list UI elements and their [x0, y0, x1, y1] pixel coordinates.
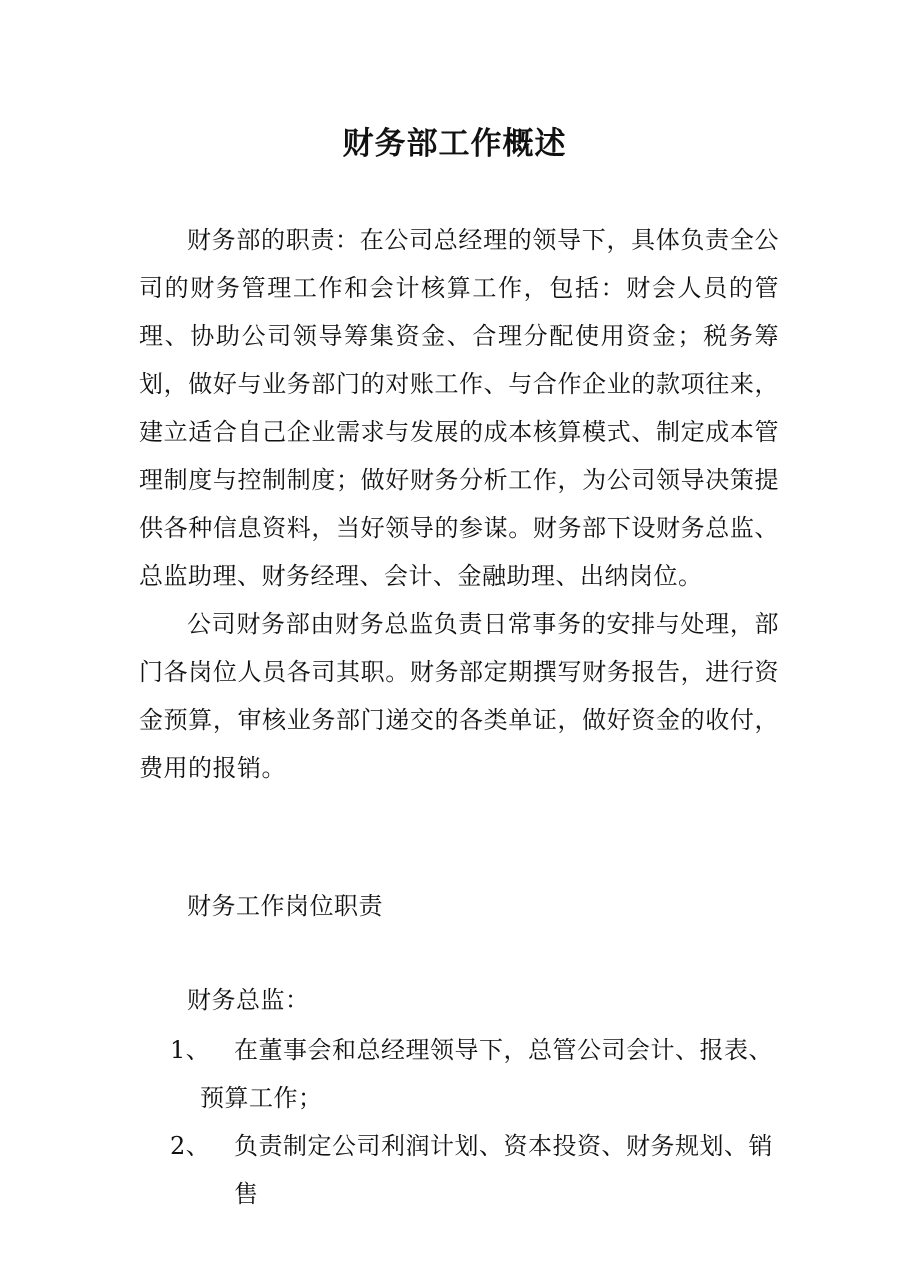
list-item-number: 2、: [170, 1132, 211, 1160]
daily-affairs-paragraph: 公司财务部由财务总监负责日常事务的安排与处理，部门各岗位人员各司其职。财务部定期撰写财务报告，进行资金预算，审核业务部门递交的各类单证，做好资金的收付，费用的报销。: [139, 610, 779, 782]
list-item-text: 负责制定公司利润计划、资本投资、财务规划、销售: [234, 1132, 773, 1208]
duties-paragraph: 财务部的职责：在公司总经理的领导下，具体负责全公司的财务管理工作和会计核算工作，包括：财会人员的管理、协助公司领导筹集资金、合理分配使用资金；税务筹划，做好与业务部门的对账工作、与合作企业的款项往来，建立适合自己企业需求与发展的成本核算模式、制定成本管理制度与控制制度；做好财务分析工作，为公司领导决策提供各种信息资料，当好领导的参谋。财务部下设财务总监、总监助理、财务经理、会计、金融助理、出纳岗位。: [139, 226, 779, 590]
section-heading: 财务工作岗位职责: [187, 892, 383, 920]
list-item: [170, 1026, 780, 1122]
list-item-continuation: 预算工作；: [200, 1084, 323, 1112]
document-title: 财务部工作概述: [342, 126, 567, 162]
list-item-number: 1、: [170, 1036, 211, 1064]
list-item: [170, 1122, 780, 1218]
role-heading: 财务总监：: [187, 986, 310, 1014]
list-item-text: 在董事会和总经理领导下，总管公司会计、报表、: [234, 1036, 773, 1064]
